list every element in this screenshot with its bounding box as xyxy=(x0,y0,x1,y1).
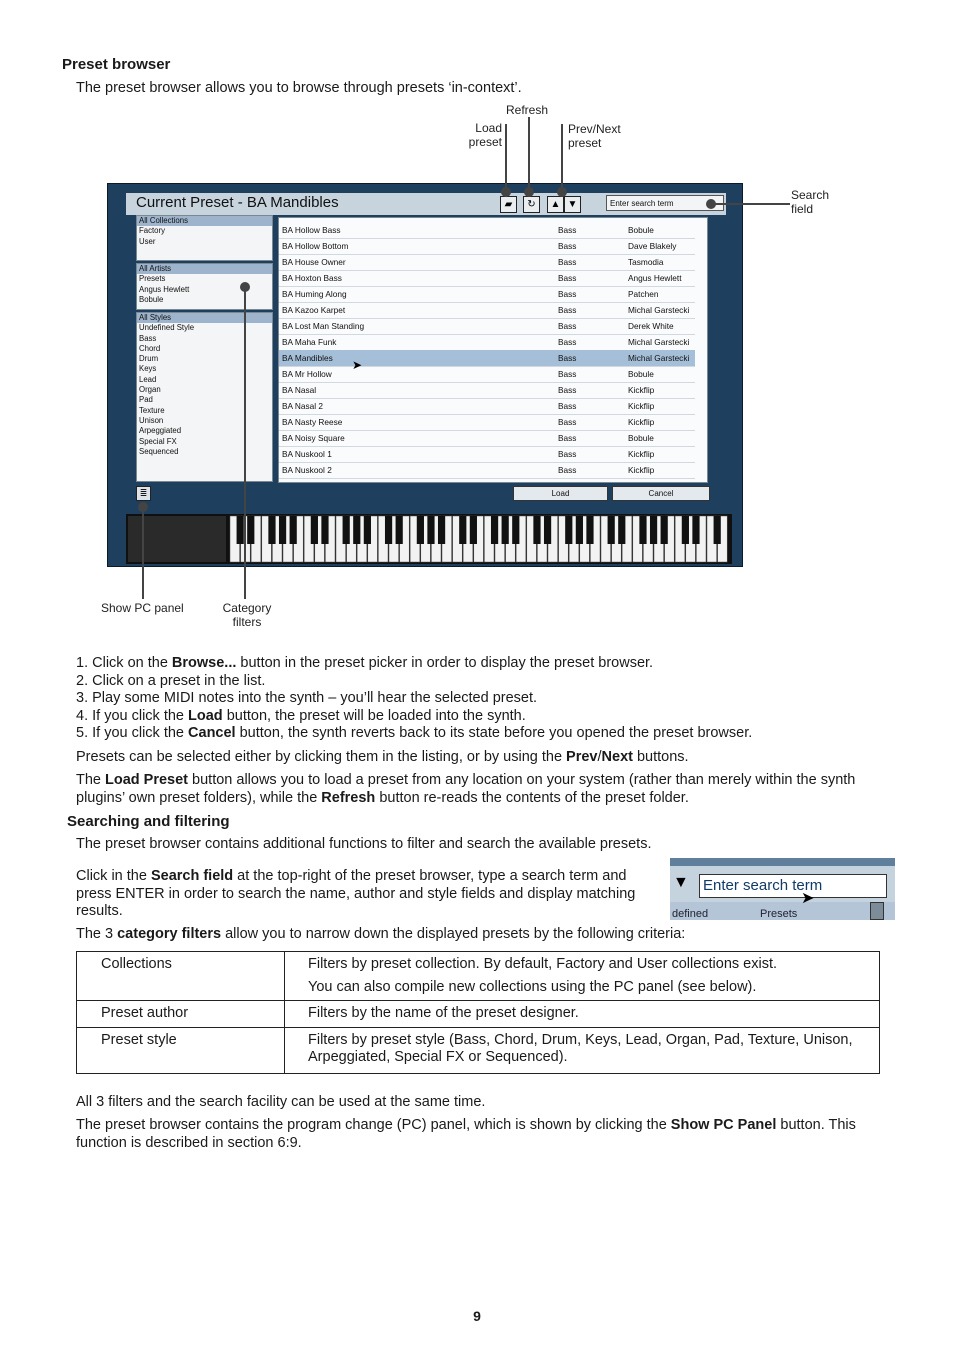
list-item[interactable]: Keys xyxy=(139,364,157,374)
callout-line-search xyxy=(712,203,790,205)
preset-style: Bass xyxy=(558,305,577,315)
list-item[interactable]: User xyxy=(139,236,156,246)
prev-preset-button[interactable] xyxy=(547,196,564,213)
step-3: 3. Play some MIDI notes into the synth – you’ll hear the selected preset. xyxy=(76,690,538,706)
dropdown-arrow-icon: ▼ xyxy=(673,874,689,891)
inset-header xyxy=(670,866,895,902)
preset-name: BA Maha Funk xyxy=(282,337,337,347)
browser-header xyxy=(126,193,726,215)
black-key[interactable] xyxy=(247,516,254,544)
table-row xyxy=(77,952,880,1001)
list-item[interactable]: Unison xyxy=(139,415,164,425)
preset-author: Kickflip xyxy=(628,401,655,411)
para-all-filters: All 3 filters and the search facility can be used at the same time. xyxy=(76,1094,486,1110)
preset-author: Kickflip xyxy=(628,385,655,395)
preset-row[interactable] xyxy=(279,238,695,255)
step-5: 5. If you click the Cancel button, the synth reverts back to its state before you opened the preset browser. xyxy=(76,725,753,741)
black-key[interactable] xyxy=(353,516,360,544)
preset-row[interactable] xyxy=(279,446,695,463)
preset-style: Bass xyxy=(558,401,577,411)
section-title-searching: Searching and filtering xyxy=(67,813,230,830)
list-item[interactable]: Organ xyxy=(139,385,161,395)
preset-author: Kickflip xyxy=(628,465,655,475)
load-preset-button[interactable] xyxy=(500,196,517,213)
refresh-icon: ↻ xyxy=(527,199,536,210)
preset-name: BA Hoxton Bass xyxy=(282,273,342,283)
para-pc-panel: The preset browser contains the program change (PC) panel, which is shown by clicking the Show PC Panel button. This function is described in section 6:9. xyxy=(76,1117,856,1151)
list-item[interactable]: All Artists xyxy=(137,264,272,274)
preset-style: Bass xyxy=(558,465,577,475)
black-key[interactable] xyxy=(491,516,498,544)
callout-dot-search xyxy=(706,199,716,209)
preset-author: Michal Garstecki xyxy=(628,353,690,363)
preset-author: Dave Blakely xyxy=(628,241,677,251)
step-2: 2. Click on a preset in the list. xyxy=(76,672,266,689)
callout-line-load xyxy=(505,124,507,192)
preset-author: Angus Hewlett xyxy=(628,273,682,283)
preset-row[interactable] xyxy=(279,286,695,303)
callout-category-filters: Category filters xyxy=(222,601,272,629)
black-key[interactable] xyxy=(470,516,477,544)
load-button[interactable]: Load xyxy=(513,486,608,501)
page-number: 9 xyxy=(473,1308,481,1324)
black-key[interactable] xyxy=(311,516,318,544)
black-key[interactable] xyxy=(618,516,625,544)
preset-style: Bass xyxy=(558,449,577,459)
preset-name: BA Lost Man Standing xyxy=(282,321,365,331)
callout-line-pc-panel xyxy=(142,507,144,599)
black-key[interactable] xyxy=(586,516,593,544)
preset-row[interactable] xyxy=(279,222,695,239)
black-key[interactable] xyxy=(661,516,668,544)
callout-refresh: Refresh xyxy=(506,103,549,117)
callout-dot-refresh xyxy=(524,187,534,197)
black-key[interactable] xyxy=(385,516,392,544)
preset-row[interactable] xyxy=(279,366,695,383)
search-input[interactable]: Enter search term xyxy=(606,195,724,211)
preset-row[interactable] xyxy=(279,414,695,431)
callout-show-pc-panel: Show PC panel xyxy=(101,601,184,615)
callout-dot-load xyxy=(501,187,511,197)
inset-search-input[interactable]: Enter search term xyxy=(699,874,887,898)
cancel-button[interactable]: Cancel xyxy=(612,486,710,501)
inset-label-right: Presets xyxy=(760,908,798,920)
preset-row[interactable] xyxy=(279,398,695,415)
black-key[interactable] xyxy=(237,516,244,544)
black-key[interactable] xyxy=(533,516,540,544)
preset-author: Kickflip xyxy=(628,417,655,427)
black-key[interactable] xyxy=(714,516,721,544)
search-field-inset xyxy=(670,858,895,920)
callout-load-preset: Load preset xyxy=(468,121,502,149)
callout-line-category xyxy=(244,287,246,599)
preset-style: Bass xyxy=(558,225,577,235)
preset-list[interactable] xyxy=(278,217,708,483)
preset-row[interactable] xyxy=(279,318,695,335)
list-item[interactable]: Undefined Style xyxy=(139,323,195,333)
preset-style: Bass xyxy=(558,337,577,347)
callout-dot-pc-panel xyxy=(138,502,148,512)
black-key[interactable] xyxy=(268,516,275,544)
list-item[interactable]: Arpeggiated xyxy=(139,426,182,436)
preset-name: BA Mr Hollow xyxy=(282,369,332,379)
preset-name: BA Nuskool 2 xyxy=(282,465,332,475)
preset-row[interactable] xyxy=(279,382,695,399)
black-key[interactable] xyxy=(427,516,434,544)
preset-row[interactable] xyxy=(279,270,695,287)
callout-line-refresh xyxy=(528,117,530,192)
preset-name: BA Nasty Reese xyxy=(282,417,343,427)
black-key[interactable] xyxy=(364,516,371,544)
black-key[interactable] xyxy=(544,516,551,544)
list-item[interactable]: Presets xyxy=(139,274,166,284)
callout-line-prev-next xyxy=(561,124,563,192)
list-item[interactable]: Angus Hewlett xyxy=(139,284,190,294)
black-key[interactable] xyxy=(417,516,424,544)
preset-name: BA Kazoo Karpet xyxy=(282,305,346,315)
black-key[interactable] xyxy=(290,516,297,544)
list-item[interactable]: Texture xyxy=(139,405,165,415)
preset-row[interactable] xyxy=(279,350,695,367)
list-item[interactable]: Pad xyxy=(139,395,153,405)
table-cell-desc: Filters by the name of the preset designer. xyxy=(285,1001,880,1028)
preset-style: Bass xyxy=(558,433,577,443)
preset-style: Bass xyxy=(558,257,577,267)
preset-name: BA Nasal xyxy=(282,385,317,395)
list-item[interactable]: Special FX xyxy=(139,436,177,446)
table-cell-name: Collections xyxy=(77,952,285,1001)
list-item[interactable]: Sequenced xyxy=(139,446,179,456)
preset-row[interactable] xyxy=(279,430,695,447)
preset-browser-screenshot xyxy=(107,183,743,567)
list-item[interactable]: All Collections xyxy=(137,216,272,226)
list-item[interactable]: Bass xyxy=(139,333,157,343)
black-key[interactable] xyxy=(639,516,646,544)
list-item[interactable]: All Styles xyxy=(137,313,272,323)
preset-row[interactable] xyxy=(279,302,695,319)
next-preset-button[interactable] xyxy=(564,196,581,213)
table-row xyxy=(77,1001,880,1028)
callout-dot-category xyxy=(240,282,250,292)
black-key[interactable] xyxy=(502,516,509,544)
black-key[interactable] xyxy=(576,516,583,544)
preset-name: BA Noisy Square xyxy=(282,433,345,443)
preset-style: Bass xyxy=(558,417,577,427)
collections-filter[interactable] xyxy=(136,215,273,261)
black-key[interactable] xyxy=(321,516,328,544)
preset-style: Bass xyxy=(558,353,577,363)
folder-icon: ▰ xyxy=(504,199,513,210)
inset-scrollbar[interactable] xyxy=(870,902,884,920)
preset-style: Bass xyxy=(558,369,577,379)
callout-search-field: Search field xyxy=(791,188,830,216)
preset-author: Kickflip xyxy=(628,449,655,459)
current-preset-title: Current Preset - BA Mandibles xyxy=(136,194,339,211)
preset-style: Bass xyxy=(558,241,577,251)
black-key[interactable] xyxy=(343,516,350,544)
preset-name: BA Nuskool 1 xyxy=(282,449,332,459)
preset-author: Bobule xyxy=(628,369,654,379)
black-key[interactable] xyxy=(396,516,403,544)
list-item[interactable]: Drum xyxy=(139,354,159,364)
inset-filter-strip xyxy=(670,902,895,920)
inset-label-left: defined xyxy=(672,908,709,920)
mouse-cursor-icon: ➤ xyxy=(352,358,363,372)
preset-author: Bobule xyxy=(628,433,654,443)
black-key[interactable] xyxy=(692,516,699,544)
black-key[interactable] xyxy=(565,516,572,544)
table-cell-desc: Filters by preset style (Bass, Chord, Drum, Keys, Lead, Organ, Pad, Texture, Unison, Arpeggiated, Special FX or Sequenced). xyxy=(285,1027,880,1073)
keyboard xyxy=(126,514,732,564)
para-search-field: Click in the Search field at the top-right of the preset browser, type a search term and press ENTER in order to search the name, author and style fields and display matching results. xyxy=(76,868,636,919)
table-cell-name: Preset style xyxy=(77,1027,285,1073)
list-item[interactable]: Bobule xyxy=(139,294,164,304)
steps-list xyxy=(76,655,916,743)
keyboard-keys[interactable] xyxy=(126,514,732,564)
black-key[interactable] xyxy=(650,516,657,544)
callout-prev-next: Prev/Next preset xyxy=(568,122,621,150)
intro-text: The preset browser allows you to browse through presets ‘in-context’. xyxy=(76,80,522,96)
preset-row[interactable] xyxy=(279,254,695,271)
preset-style: Bass xyxy=(558,321,577,331)
para-category-filters: The 3 category filters allow you to narrow down the displayed presets by the following criteria: xyxy=(76,926,686,942)
black-key[interactable] xyxy=(608,516,615,544)
table-row xyxy=(77,1027,880,1073)
preset-name: BA House Owner xyxy=(282,257,346,267)
table-cell-desc: Filters by preset collection. By default, Factory and User collections exist. You can also compile new collections using the PC panel (see below). xyxy=(285,952,880,1001)
preset-author: Michal Garstecki xyxy=(628,337,690,347)
preset-row[interactable] xyxy=(279,334,695,351)
list-item[interactable]: Chord xyxy=(139,343,161,353)
preset-name: BA Hollow Bass xyxy=(282,225,341,235)
preset-name: BA Nasal 2 xyxy=(282,401,324,411)
artists-filter[interactable] xyxy=(136,263,273,310)
preset-author: Derek White xyxy=(628,321,674,331)
preset-style: Bass xyxy=(558,273,577,283)
up-arrow-icon: ▲ xyxy=(550,199,561,210)
preset-author: Bobule xyxy=(628,225,654,235)
para-prev-next: Presets can be selected either by clicking them in the listing, or by using the Prev/Next buttons. xyxy=(76,749,689,765)
preset-author: Michal Garstecki xyxy=(628,305,690,315)
preset-name: BA Hollow Bottom xyxy=(282,241,349,251)
step-4: 4. If you click the Load button, the preset will be loaded into the synth. xyxy=(76,707,526,724)
preset-name: BA Huming Along xyxy=(282,289,347,299)
black-key[interactable] xyxy=(279,516,286,544)
filters-table xyxy=(76,951,880,1074)
preset-author: Tasmodia xyxy=(628,257,664,267)
searching-intro: The preset browser contains additional functions to filter and search the available presets. xyxy=(76,836,652,852)
black-key[interactable] xyxy=(512,516,519,544)
down-arrow-icon: ▼ xyxy=(567,199,578,210)
preset-style: Bass xyxy=(558,385,577,395)
section-title-preset-browser: Preset browser xyxy=(62,56,171,73)
step-1: 1. Click on the Browse... button in the preset picker in order to display the preset browser. xyxy=(76,655,654,671)
table-cell-name: Preset author xyxy=(77,1001,285,1028)
preset-style: Bass xyxy=(558,289,577,299)
list-icon: ≣ xyxy=(139,488,148,498)
list-item[interactable]: Factory xyxy=(139,226,165,236)
preset-author: Patchen xyxy=(628,289,659,299)
para-load-preset: The Load Preset button allows you to load a preset from any location on your system (rather than merely within the synth plugins’ own preset folders), while the Refresh button re-reads the contents of the preset folder. xyxy=(76,772,856,806)
callout-dot-prev-next xyxy=(557,187,567,197)
list-item[interactable]: Lead xyxy=(139,374,157,384)
black-key[interactable] xyxy=(438,516,445,544)
black-key[interactable] xyxy=(459,516,466,544)
mouse-cursor-icon: ➤ xyxy=(801,890,815,907)
preset-row[interactable] xyxy=(279,462,695,479)
preset-name: BA Mandibles xyxy=(282,353,333,363)
refresh-button[interactable] xyxy=(523,196,540,213)
show-pc-panel-button[interactable] xyxy=(136,486,151,501)
black-key[interactable] xyxy=(682,516,689,544)
styles-filter[interactable] xyxy=(136,312,273,482)
